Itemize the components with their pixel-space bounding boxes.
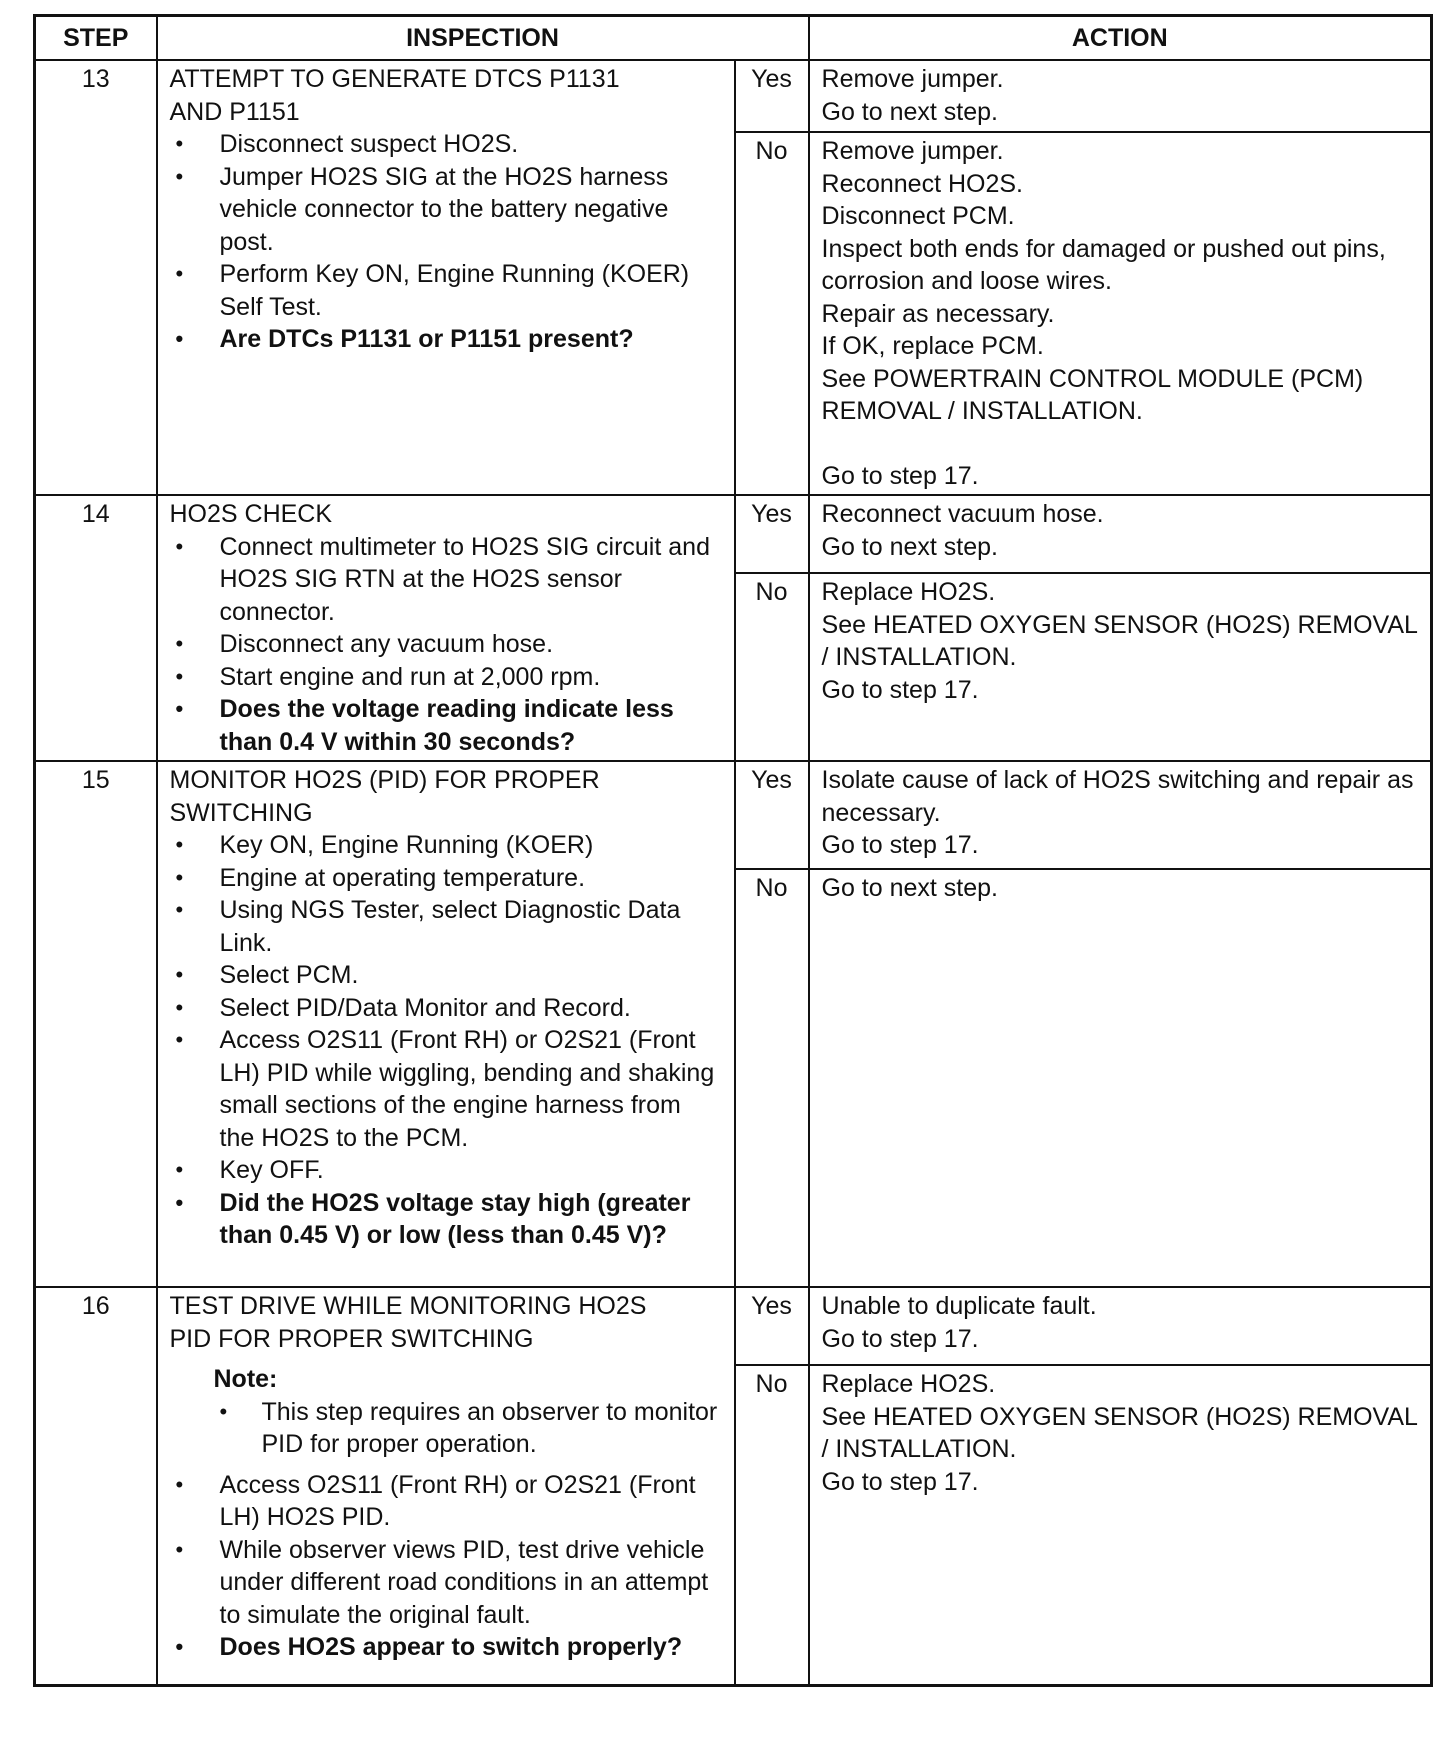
action-line: Go to step 17.: [821, 675, 979, 704]
bullet-item: • Select PID/Data Monitor and Record.: [170, 992, 722, 1025]
diagnostic-table: [33, 14, 1433, 1687]
no-action: [809, 869, 1432, 1287]
bullet-item: • Using NGS Tester, select Diagnostic Data Link.: [170, 894, 722, 959]
action-line: Reconnect HO2S.: [821, 169, 1024, 198]
note-list: [214, 1396, 722, 1461]
action-line: Disconnect PCM.: [821, 202, 1015, 230]
step-title-line: ATTEMPT TO GENERATE DTCS P1131: [169, 65, 620, 93]
table-row: [35, 1287, 1432, 1365]
note-label: Note:: [213, 1365, 278, 1393]
bullet-item: • Start engine and run at 2,000 rpm.: [170, 661, 722, 694]
inspection-cell: [157, 761, 735, 1287]
header-step: STEP: [35, 16, 157, 61]
inspection-cell: [157, 1287, 735, 1685]
action-line: Repair as necessary.: [821, 299, 1055, 328]
question-item: • Are DTCs P1131 or P1151 present?: [170, 323, 722, 356]
header-inspection: INSPECTION: [157, 16, 809, 61]
action-line: Go to next step.: [821, 874, 999, 902]
bullet-list: [170, 829, 722, 1252]
action-line: Replace HO2S.: [821, 578, 996, 606]
bullet-list: [170, 531, 722, 759]
bullet-item: • Jumper HO2S SIG at the HO2S harness vehicle connector to the battery negative post.: [170, 161, 722, 259]
action-line: Remove jumper.: [821, 137, 1004, 165]
yes-action: [809, 1287, 1432, 1365]
bullet-item: • Perform Key ON, Engine Running (KOER) Self Test.: [170, 258, 722, 323]
step-title-line: TEST DRIVE WHILE MONITORING HO2S: [169, 1292, 647, 1320]
yes-action: [809, 60, 1432, 132]
step-number: 16: [35, 1287, 157, 1685]
bullet-item: • Disconnect suspect HO2S.: [170, 128, 722, 161]
action-line: Inspect both ends for damaged or pushed out pins, corrosion and loose wires.: [821, 234, 1386, 295]
bullet-item: • Key OFF.: [170, 1154, 722, 1187]
step-number: 15: [35, 761, 157, 1287]
step-title: [170, 764, 722, 829]
note-item: • This step requires an observer to monitor PID for proper operation.: [214, 1396, 722, 1461]
step-title: [170, 498, 722, 531]
action-line: If OK, replace PCM.: [821, 332, 1044, 360]
question-item: • Does the voltage reading indicate less than 0.4 V within 30 seconds?: [170, 693, 722, 758]
action-line: Remove jumper.: [821, 65, 1004, 93]
action-line: Replace HO2S.: [821, 1370, 996, 1398]
question-item: • Did the HO2S voltage stay high (greater than 0.45 V) or low (less than 0.45 V)?: [170, 1187, 722, 1252]
inspection-cell: [157, 60, 735, 495]
action-line: Reconnect vacuum hose.: [821, 500, 1104, 528]
header-action: ACTION: [809, 16, 1432, 61]
question-item: • Does HO2S appear to switch properly?: [170, 1631, 722, 1664]
bullet-item: • Select PCM.: [170, 959, 722, 992]
step-title-line: AND P1151: [169, 97, 300, 126]
no-action: [809, 132, 1432, 495]
action-line: Go to next step.: [821, 532, 999, 561]
header-row: [35, 16, 1432, 61]
action-spacer: [822, 428, 1419, 460]
no-label: No: [735, 1365, 809, 1685]
step-number: 13: [35, 60, 157, 495]
bullet-item: • Access O2S11 (Front RH) or O2S21 (Front LH) PID while wiggling, bending and shaking small sections of the engine harness from the HO2S to the PCM.: [170, 1024, 722, 1154]
yes-action: [809, 761, 1432, 869]
bullet-item: • Access O2S11 (Front RH) or O2S21 (Front LH) HO2S PID.: [170, 1469, 722, 1534]
no-label: No: [735, 132, 809, 495]
note-block: [214, 1363, 722, 1461]
action-line: See HEATED OXYGEN SENSOR (HO2S) REMOVAL / INSTALLATION.: [821, 610, 1418, 671]
no-label: No: [735, 573, 809, 761]
step-title-line: PID FOR PROPER SWITCHING: [169, 1324, 534, 1353]
table-row: [35, 60, 1432, 132]
no-action: [809, 573, 1432, 761]
bullet-item: • While observer views PID, test drive vehicle under different road conditions in an attempt to simulate the original fault.: [170, 1534, 722, 1632]
no-action: [809, 1365, 1432, 1685]
bullet-list: [170, 128, 722, 356]
yes-label: Yes: [735, 1287, 809, 1365]
action-line: Go to next step.: [821, 97, 999, 126]
yes-label: Yes: [735, 761, 809, 869]
action-line: Go to step 17.: [821, 461, 979, 490]
action-line: Go to step 17.: [821, 831, 979, 859]
action-line: Isolate cause of lack of HO2S switching and repair as necessary.: [821, 766, 1414, 827]
step-title: [170, 63, 722, 128]
inspection-cell: [157, 495, 735, 761]
bullet-item: • Connect multimeter to HO2S SIG circuit and HO2S SIG RTN at the HO2S sensor connector.: [170, 531, 722, 629]
action-line: See HEATED OXYGEN SENSOR (HO2S) REMOVAL / INSTALLATION.: [821, 1402, 1418, 1463]
table-body: [35, 60, 1432, 1685]
action-line: See POWERTRAIN CONTROL MODULE (PCM) REMOVAL / INSTALLATION.: [821, 364, 1364, 425]
bullet-item: • Key ON, Engine Running (KOER): [170, 829, 722, 862]
yes-action: [809, 495, 1432, 573]
action-line: Go to step 17.: [821, 1324, 979, 1353]
action-line: Go to step 17.: [821, 1467, 979, 1496]
yes-label: Yes: [735, 495, 809, 573]
table-row: [35, 761, 1432, 869]
bullet-list: [170, 1469, 722, 1664]
step-title: [170, 1290, 722, 1355]
bullet-item: • Engine at operating temperature.: [170, 862, 722, 895]
step-title-line: MONITOR HO2S (PID) FOR PROPER: [169, 766, 600, 794]
table-row: [35, 495, 1432, 573]
step-title-line: HO2S CHECK: [169, 500, 333, 528]
no-label: No: [735, 869, 809, 1287]
step-number: 14: [35, 495, 157, 761]
step-title-line: SWITCHING: [169, 798, 313, 827]
bullet-item: • Disconnect any vacuum hose.: [170, 628, 722, 661]
yes-label: Yes: [735, 60, 809, 132]
action-line: Unable to duplicate fault.: [821, 1292, 1097, 1320]
